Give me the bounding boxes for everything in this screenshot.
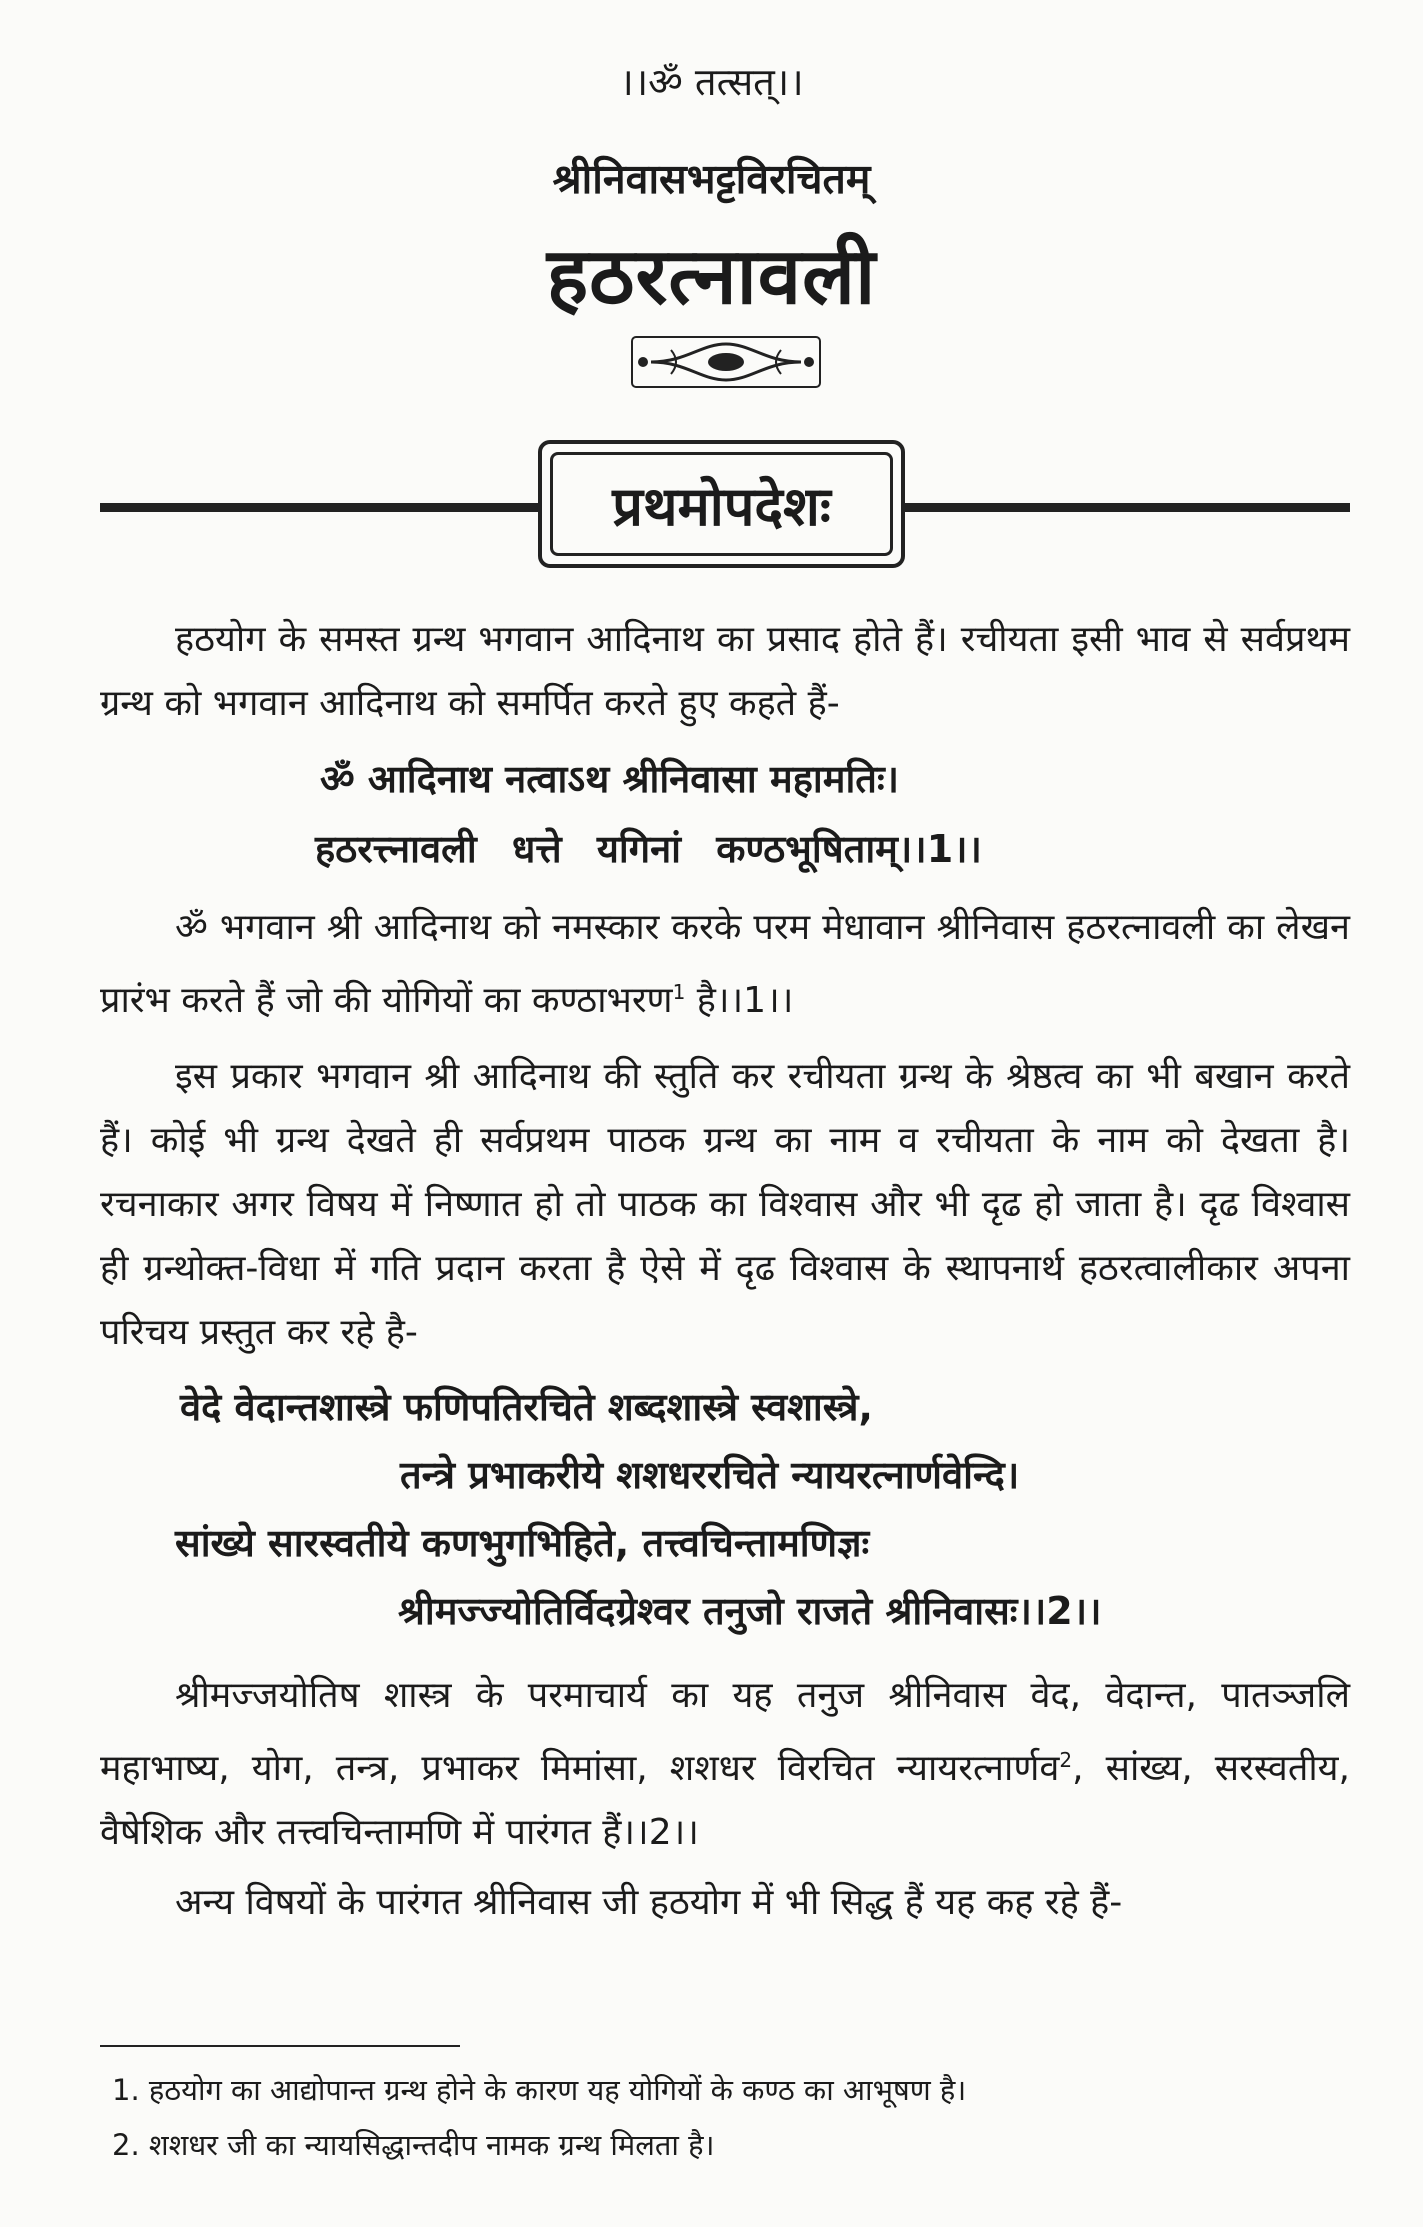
- footnote-marker: 2: [1059, 1748, 1073, 1772]
- book-title: हठरत्नावली: [546, 232, 877, 322]
- chapter-heading: प्रथमोपदेशः: [550, 452, 893, 556]
- footnote-2: 2. शशधर जी का न्यायसिद्धान्तदीप नामक ग्रन्थ मिलता है।: [112, 2128, 715, 2162]
- verse-2-line-1: वेदे वेदान्तशास्त्रे फणिपतिरचिते शब्दशास्त्रे स्वशास्त्रे,: [180, 1385, 873, 1429]
- paragraph-transition: अन्य विषयों के पारंगत श्रीनिवास जी हठयोग में भी सिद्ध हैं यह कह रहे हैं-: [175, 1882, 1123, 1923]
- paragraph-text: है।।1।।: [696, 980, 794, 1021]
- author-line: श्रीनिवासभट्टविरचितम्: [552, 155, 871, 203]
- chapter-heading-box: [538, 440, 905, 568]
- verse-1-line-2: हठरत्त्नावली धत्ते यगिनां कण्ठभूषिताम्।।1।।: [315, 827, 982, 871]
- footnote-rule: [100, 2045, 460, 2047]
- footnote-marker: 1: [672, 980, 686, 1004]
- verse-2-line-2: तन्त्रे प्रभाकरीये शशधररचिते न्यायरत्नार्णवेन्दि।: [400, 1453, 1020, 1497]
- paragraph-text: , सांख्य, सरस्वतीय, वैषेशिक और तत्त्वचिन्तामणि में पारंगत हैं।।2।।: [100, 1748, 1350, 1853]
- verse-2-line-4: श्रीमज्ज्योतिर्विदग्रेश्वर तनुजो राजते श्रीनिवासः।।2।।: [398, 1589, 1102, 1633]
- paragraph-text: श्रीमज्जयोतिष शास्त्र के परमाचार्य का यह तनुज श्रीनिवास वेद, वेदान्त, पातञ्जलि महाभाष्य, योग, तन्त्र, प्रभाकर मिमांसा, शशधर विरचित न्यायरत्नार्णव: [100, 1675, 1350, 1789]
- paragraph-verse-1-meaning: [100, 896, 1350, 1033]
- paragraph-verse-2-meaning: [100, 1664, 1350, 1865]
- verse-2-line-3: सांख्ये सारस्वतीये कणभुगभिहिते, तत्त्वचिन्तामणिज्ञः: [175, 1521, 870, 1565]
- paragraph-text: ॐ भगवान श्री आदिनाथ को नमस्कार करके परम मेधावान श्रीनिवास हठरत्नावली का लेखन प्रारंभ करते हैं जो की योगियों का कण्ठाभरण: [100, 907, 1350, 1021]
- footnote-1: 1. हठयोग का आद्योपान्त ग्रन्थ होने के कारण यह योगियों के कण्ठ का आभूषण है।: [112, 2073, 967, 2107]
- ornament-divider: [631, 336, 821, 388]
- paragraph-intro: हठयोग के समस्त ग्रन्थ भगवान आदिनाथ का प्रसाद होते हैं। रचीयता इसी भाव से सर्वप्रथम ग्रन्थ को भगवान आदिनाथ को समर्पित करते हुए कहते हैं-: [100, 619, 1350, 724]
- invocation: ।।ॐ तत्सत्।।: [619, 60, 804, 104]
- verse-1-line-1: ॐ आदिनाथ नत्वाऽथ श्रीनिवासा महामतिः।: [320, 757, 900, 801]
- paragraph-author-intro: इस प्रकार भगवान श्री आदिनाथ की स्तुति कर रचीयता ग्रन्थ के श्रेष्ठत्व का भी बखान करते हैं। कोई भी ग्रन्थ देखते ही सर्वप्रथम पाठक ग्रन्थ का नाम व रचीयता के नाम को देखता है। रचनाकार अगर विषय में निष्णात हो तो पाठक का विश्वास और भी दृढ हो जाता है। दृढ विश्वास ही ग्रन्थोक्त-विधा में गति प्रदान करता है ऐसे में दृढ विश्वास के स्थापनार्थ हठरत्वालीकार अपना परिचय प्रस्तुत कर रहे है-: [100, 1056, 1350, 1353]
